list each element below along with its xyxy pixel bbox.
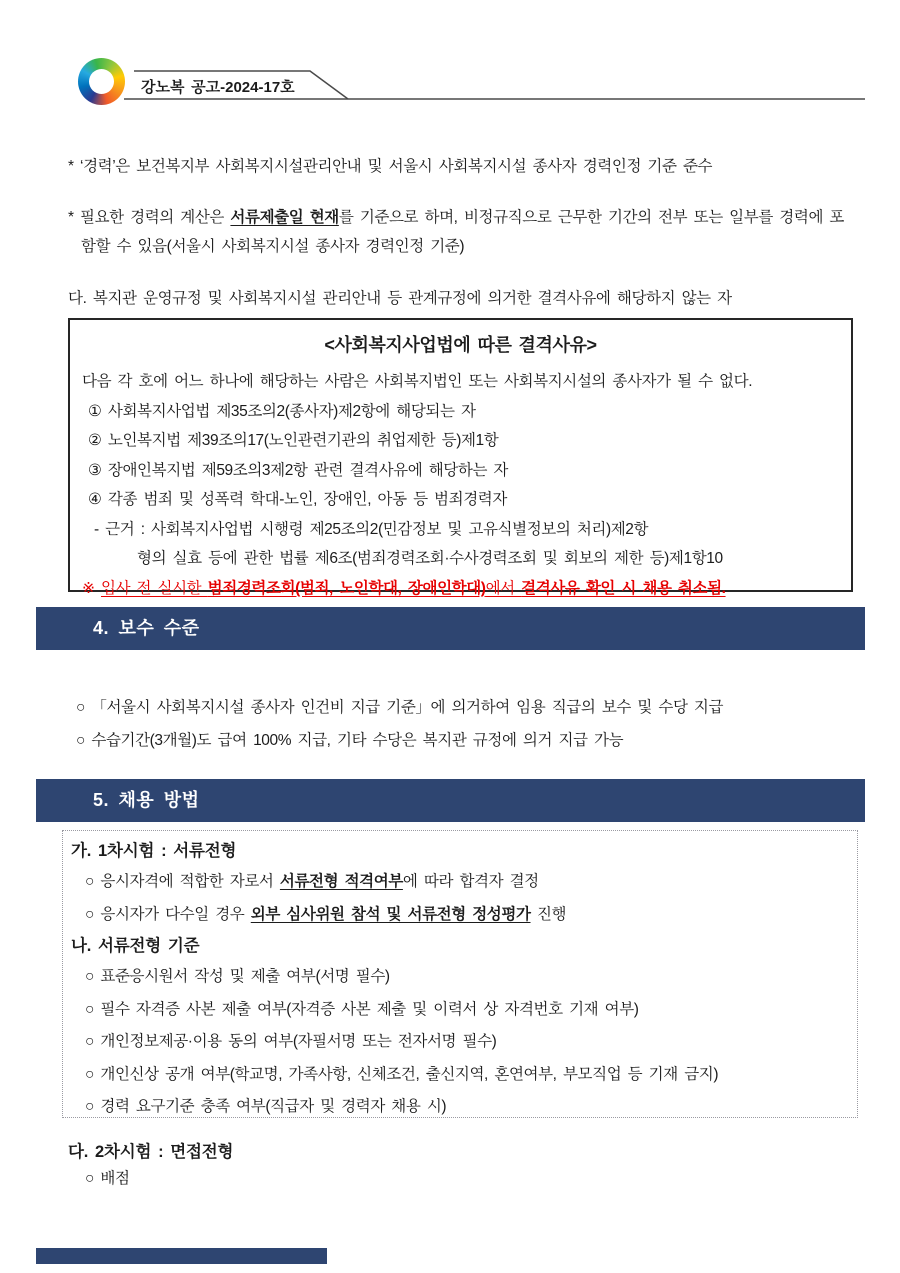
na-item-2: ○ 필수 자격증 사본 제출 여부(자격증 사본 제출 및 이력서 상 자격번호 기재 여부) <box>85 1000 639 1018</box>
disqualification-intro: 다음 각 호에 어느 하나에 해당하는 사람은 사회복지법인 또는 사회복지시설의 종사자가 될 수 없다. <box>82 373 753 390</box>
part-da-title: 다. 2차시험 : 면접전형 <box>68 1143 234 1161</box>
legal-basis-line-2: 형의 실효 등에 관한 법률 제6조(범죄경력조회·수사경력조회 및 회보의 제한 등)제1항10 <box>137 550 723 567</box>
ga-item-1 <box>71 866 843 899</box>
ga2-pre: ○ 응시자가 다수일 경우 <box>85 905 251 923</box>
item-da-no-disqualification: 다. 복지관 운영규정 및 사회복지시설 관리안내 등 관계규정에 의거한 결격사유에 해당하지 않는 자 <box>68 290 732 307</box>
note-career-standard: * ‘경력’은 보건복지부 사회복지시설관리안내 및 서울시 사회복지시설 종사자 경력인정 기준 준수 <box>68 158 713 175</box>
disqualification-item-2: ② 노인복지법 제39조의17(노인관련기관의 취업제한 등)제1항 <box>88 432 499 449</box>
selection-process-box <box>62 830 858 1118</box>
warning-marker: ※ <box>82 579 101 597</box>
warning-seg1: 입사 전 실시한 <box>101 579 208 597</box>
disqualification-item-3: ③ 장애인복지법 제59조의3제2항 관련 결격사유에 해당하는 자 <box>88 461 508 479</box>
note2-post: 를 기준으로 하며, 비정규직으로 근무한 기간의 전부 또는 일부를 경력에 포함할 수 있음(서울시 사회복지시설 종사자 경력인정 기준) <box>81 209 845 255</box>
disqualification-item-4: ④ 각종 범죄 및 성폭력 학대-노인, 장애인, 아동 등 범죄경력자 <box>88 491 507 508</box>
section-4-list <box>76 691 723 757</box>
part-ga-title: 가. 1차시험 : 서류전형 <box>71 842 237 860</box>
pay-item-2: ○ 수습기간(3개월)도 급여 100% 지급, 기타 수당은 복지관 규정에 의거 지급 가능 <box>76 732 624 749</box>
section-4-header: 4. 보수 수준 <box>36 607 865 650</box>
na-item-1: ○ 표준응시원서 작성 및 제출 여부(서명 필수) <box>85 968 390 985</box>
note2-emphasis: 서류제출일 현재 <box>230 209 339 226</box>
ga2-emphasis: 외부 심사위원 참석 및 서류전형 정성평가 <box>250 905 531 923</box>
warning-seg3: 에서 <box>485 579 522 597</box>
ga-item-2 <box>71 899 843 932</box>
note2-pre: * 필요한 경력의 계산은 <box>68 209 231 226</box>
ga1-post: 에 따라 합격자 결정 <box>402 873 539 890</box>
legal-basis-line-1: - 근거 : 사회복지사업법 시행령 제25조의2(민감정보 및 고유식별정보의 처리)제2항 <box>94 520 649 538</box>
ga1-emphasis: 서류전형 적격여부 <box>279 873 403 890</box>
warning-line <box>82 574 839 604</box>
warning-seg2: 범죄경력조회(범죄, 노인학대, 장애인학대) <box>207 579 486 597</box>
section-5-header: 5. 채용 방법 <box>36 779 865 822</box>
na-item-3: ○ 개인정보제공·이용 동의 여부(자필서명 또는 전자서명 필수) <box>85 1033 497 1050</box>
pay-item-1: ○ 「서울시 사회복지시설 종사자 인건비 지급 기준」에 의거하여 임용 직급의 보수 및 수당 지급 <box>76 699 724 716</box>
ga1-pre: ○ 응시자격에 적합한 자로서 <box>85 873 280 890</box>
warning-seg4: 결격사유 확인 시 채용 취소됨. <box>521 579 726 597</box>
disqualification-box-title: <사회복지사업법에 따른 결격사유> <box>324 335 597 355</box>
da-item-scoring: ○ 배점 <box>85 1170 130 1187</box>
header-rule <box>0 0 900 130</box>
note-career-calculation <box>68 203 854 261</box>
ga2-post: 진행 <box>530 905 567 923</box>
doc-number: 강노복 공고-2024-17호 <box>141 79 295 96</box>
disqualification-box <box>68 318 853 597</box>
next-section-header-clipped <box>36 1248 327 1264</box>
na-item-4: ○ 개인신상 공개 여부(학교명, 가족사항, 신체조건, 출신지역, 혼연여부, 부모직업 등 기재 금지) <box>85 1065 719 1083</box>
disqualification-item-1: ① 사회복지사업법 제35조의2(종사자)제2항에 해당되는 자 <box>88 402 476 420</box>
na-item-5: ○ 경력 요구기준 충족 여부(직급자 및 경력자 채용 시) <box>85 1098 447 1115</box>
part-na-title: 나. 서류전형 기준 <box>71 937 200 955</box>
